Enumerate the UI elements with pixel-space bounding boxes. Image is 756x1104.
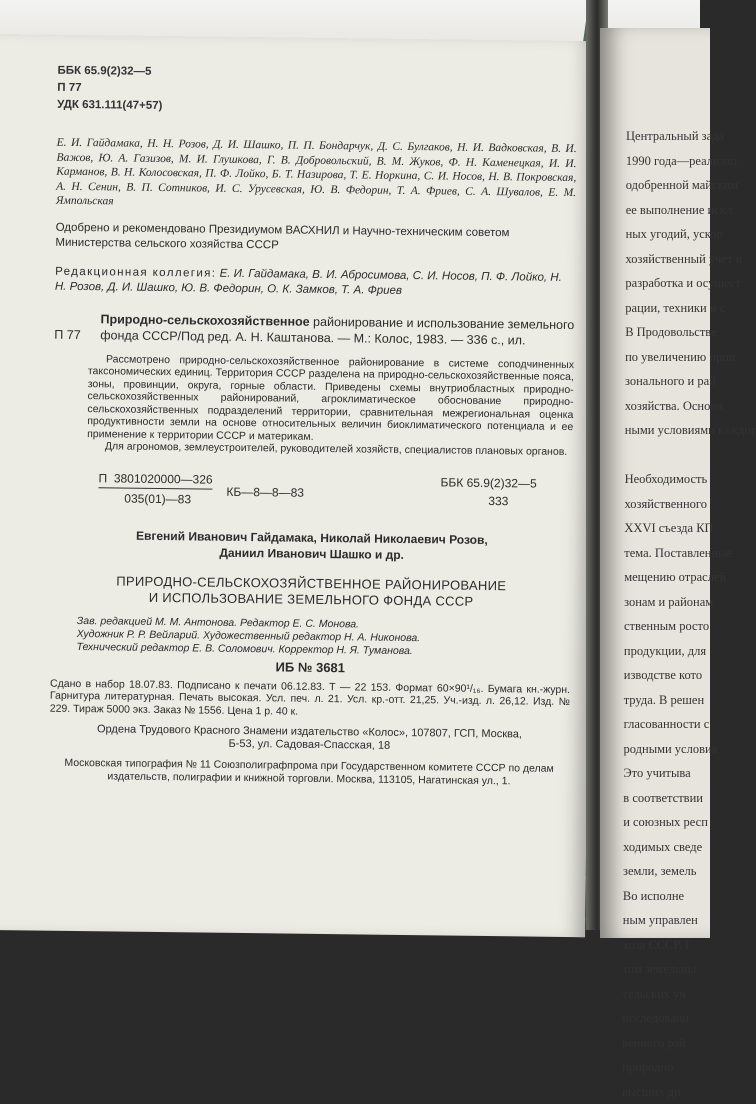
classification-block [57, 63, 578, 120]
right-page-line: хоза СССР, Г [600, 933, 710, 958]
code-denominator: 035(01)—83 [98, 491, 212, 506]
right-page-line: ственным росто [600, 614, 710, 639]
right-page-line: ных угодий, ускор [600, 222, 710, 247]
editorial-board-label: Редакционная коллегия: [55, 265, 216, 279]
right-page-line: одобренной майским [600, 173, 710, 198]
publisher-info [49, 723, 569, 755]
right-page-line: родными условия [600, 737, 710, 762]
right-page-line: высших ди [600, 1080, 710, 1104]
code-numerator [98, 471, 212, 489]
right-page-line: тема. Поставленные [600, 541, 710, 566]
right-page-text [600, 124, 710, 1104]
editorial-staff [50, 614, 570, 659]
right-page-line: Центральный зада [600, 124, 710, 149]
main-title-line-1: ПРИРОДНО-СЕЛЬСКОХОЗЯЙСТВЕННОЕ РАЙОНИРОВАНИЕ [51, 572, 571, 594]
udk-code: УДК 631.111(47+57) [57, 97, 577, 120]
abstract [53, 352, 574, 458]
right-page-line: ными условиями каждог [600, 418, 710, 443]
printer-info: Московская типография № 11 Союзполиграфпрома при Государственном комитете СССР по делам издательств, полиграфии и книжной торговли. Москва, 113105, Нагатинская ул., 1. [49, 757, 569, 788]
title-marker: П 77 [54, 326, 81, 342]
right-page-line: гласованности с [600, 712, 710, 737]
right-page-line: труда. В решен [600, 688, 710, 713]
editorial-board-names: Е. И. Гайдамака, В. И. Абросимова, С. И. Носов, П. Ф. Лойко, Н. Н. Розов, Д. И. Шашко, Ю. В. Федорин, О. К. Замков, Т. А. Фриев [55, 267, 562, 296]
audience-paragraph: Для агрономов, землеустроителей, руководителей хозяйств, специалистов плановых органов. [87, 440, 573, 458]
print-details: Сдано в набор 18.07.83. Подписано к печати 06.12.83. Т — 22 153. Формат 60×90¹/₁₆. Бумага кн.-журн. Гарнитура литературная. Печать высокая. Усл. печ. л. 21. Усл. кр.-отт. 21,25. Уч.-изд. л. 26,12. Изд. № 229. Тираж 5000 экз. Заказ № 1556. Цена 1 р. 40 к. [50, 677, 570, 721]
right-page-line: хозяйственный учет и [600, 247, 710, 272]
right-page-line: исследовани [600, 1006, 710, 1031]
bibliographic-entry [54, 310, 574, 348]
full-author-names [52, 526, 572, 564]
bbk-bottom [440, 475, 537, 508]
right-page-line: и союзных респ [600, 810, 710, 835]
right-page-line: ходимых сведе [600, 835, 710, 860]
publisher-line-2: Б-53, ул. Садовая-Спасская, 18 [49, 736, 569, 755]
right-page-line: изводстве кото [600, 663, 710, 688]
right-page-line: продукции, для [600, 639, 710, 664]
staff-line-1: Зав. редакцией М. М. Антонова. Редактор Е. С. Монова. [77, 614, 571, 633]
staff-line-2: Художник Р. Р. Вейларий. Художественный редактор Н. А. Никонова. [77, 627, 571, 646]
book-title-bold: Природно-сельскохозяйственное [100, 312, 309, 329]
full-author-line-1: Евгений Иванович Гайдамака, Николай Николаевич Розов, [52, 526, 572, 548]
catalog-codes [52, 470, 572, 520]
right-page-line: ее выполнение искл [600, 198, 710, 223]
staff-line-3: Технический редактор Е. В. Соломович. Корректор Н. Я. Туманова. [76, 640, 570, 659]
code-kb: КБ—8—8—83 [226, 484, 304, 499]
full-author-line-2: Даниил Иванович Шашко и др. [52, 542, 572, 564]
right-page-line: зонам и районам [600, 590, 710, 615]
right-page-line: В Продовольстве [600, 320, 710, 345]
right-page-line: Во исполне [600, 884, 710, 909]
bbk-bottom-code: ББК 65.9(2)32—5 [440, 475, 536, 490]
book-title-rest: районирование и использование земельного фонда СССР/Под ред. А. Н. Каштанова. — М.: Колос, 1983. — 336 с., ил. [100, 314, 574, 347]
right-page [600, 28, 710, 938]
right-page-line: 1990 года—реализац [600, 149, 710, 174]
ib-number: ИБ № 3681 [50, 657, 570, 677]
right-page-line: Необходимость [600, 467, 710, 492]
main-title-line-2: И ИСПОЛЬЗОВАНИЕ ЗЕМЕЛЬНОГО ФОНДА СССР [51, 588, 571, 610]
right-page-line: том земельны [600, 957, 710, 982]
right-page-line: ным управлен [600, 908, 710, 933]
right-page-line: хозяйства. Основн [600, 394, 710, 419]
editorial-board [55, 264, 575, 300]
right-page-line: венного рай [600, 1031, 710, 1056]
right-page-line [600, 443, 710, 468]
right-page-line: Это учитыва [600, 761, 710, 786]
approval-note: Одобрено и рекомендовано Президиумом ВАСХНИЛ и Научно-техническим советом Министерства сельского хозяйства СССР [55, 220, 575, 256]
code-prefix: П [99, 471, 108, 485]
right-page-line: рации, техники и с [600, 296, 710, 321]
main-title [51, 572, 571, 610]
index-code: П 77 [57, 80, 577, 103]
right-page-line: природно [600, 1055, 710, 1080]
right-page-line: зонального и рай [600, 369, 710, 394]
right-page-line: в соответствии [600, 786, 710, 811]
right-page-line: по увеличению прои [600, 345, 710, 370]
authors-list: Е. И. Гайдамака, Н. Н. Розов, Д. И. Шашко, П. П. Бондарчук, Д. С. Булгаков, Н. И. Вадковская, В. И. Важов, Ю. А. Газизов, М. И. Глушкова, Г. В. Добровольский, В. М. Жуков, Ф. Н. Каменецкая, И. И. Карманов, В. Н. Колосовская, П. Ф. Лойко, Б. Т. Назирова, Т. Е. Норкина, С. И. Носов, Н. В. Покровская, А. Н. Сенин, В. П. Сотников, И. С. Урусевская, Ю. В. Федорин, Т. А. Фриев, С. А. Шувалов, Е. М. Ямпольская [56, 136, 577, 215]
right-page-line: тельских уч [600, 982, 710, 1007]
right-page-line: мещению отраслей [600, 565, 710, 590]
imprint-page-content [49, 63, 578, 788]
bbk-code: ББК 65.9(2)32—5 [57, 63, 577, 86]
code-fraction [98, 471, 212, 506]
right-page-line: хозяйственного [600, 492, 710, 517]
left-page [0, 34, 596, 937]
right-page-line: XXVI съезда КП [600, 516, 710, 541]
right-page-line: земли, земель [600, 859, 710, 884]
right-page-line: разработка и осущест [600, 271, 710, 296]
publisher-line-1: Ордена Трудового Красного Знамени издательство «Колос», 107807, ГСП, Москва, [49, 723, 569, 742]
abstract-paragraph: Рассмотрено природно-сельскохозяйственное районирование в системе соподчиненных таксономических единиц. Территория СССР разделена на природно-сельскохозяйственные пояса, зоны, провинции, округа, горные области. Приведены схемы внутриобластных природно-сельскохозяйственных районирований, агроклиматическое обоснование природно-сельскохозяйственных подразделений территории, сравнительная межрегиональная оценка продуктивности земли на основе относительных величин биоклиматического потенциала и ее применение к территории СССР и материкам. [87, 353, 574, 446]
bbk-bottom-number: 333 [440, 493, 536, 508]
code-numerator-text: 3801020000—326 [114, 471, 213, 486]
